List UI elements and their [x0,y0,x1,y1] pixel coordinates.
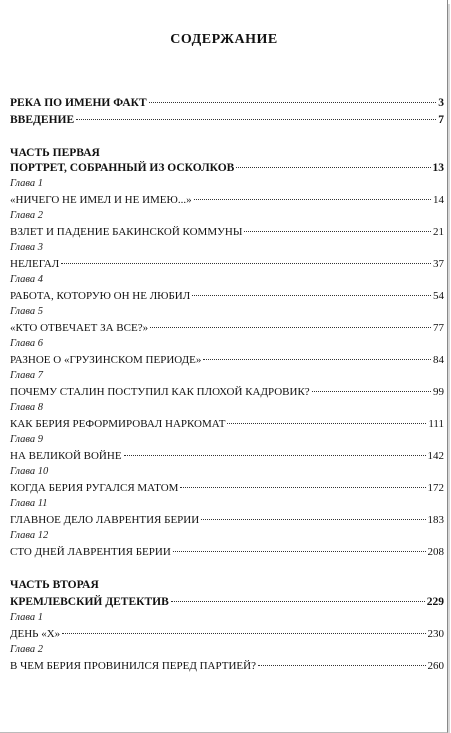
part2-chapter-list [10,612,444,673]
chapter-label: Глава 1 [10,612,43,623]
chapter-entry [10,417,444,431]
chapter-entry [10,659,444,673]
chapter-title: КОГДА БЕРИЯ РУГАЛСЯ МАТОМ [10,482,179,494]
chapter-label: Глава 3 [10,242,43,253]
leader-dots [312,391,431,392]
toc-entry-title: РЕКА ПО ИМЕНИ ФАКТ [10,97,147,109]
chapter-label: Глава 6 [10,338,43,349]
chapter-entry [10,289,444,303]
chapter-entry [10,257,444,271]
toc-page-number: 3 [438,97,444,109]
chapter-entry [10,627,444,641]
page-title: СОДЕРЖАНИЕ [170,32,278,47]
toc-page-number: 172 [427,482,444,494]
chapter-label: Глава 9 [10,434,43,445]
toc-page-number: 14 [433,194,444,206]
toc-page-number: 21 [433,226,444,238]
chapter-entry [10,481,444,495]
leader-dots [149,102,437,103]
chapter-entry [10,385,444,399]
chapter-label: Глава 7 [10,370,43,381]
chapter-label: Глава 10 [10,466,49,477]
leader-dots [201,519,425,520]
toc-page-number: 37 [433,258,444,270]
toc-page-number: 183 [427,514,444,526]
chapter-title: РАЗНОЕ О «ГРУЗИНСКОМ ПЕРИОДЕ» [10,354,202,366]
toc-entry [10,96,444,110]
toc-page-number: 260 [427,660,444,672]
toc-page-number: 208 [427,546,444,558]
leader-dots [124,455,426,456]
chapter-entry [10,321,444,335]
toc-page-number: 54 [433,290,444,302]
leader-dots [203,359,431,360]
leader-dots [192,295,431,296]
part-heading [10,595,444,609]
chapter-label: Глава 2 [10,644,43,655]
leader-dots [244,231,431,232]
leader-dots [76,119,436,120]
leader-dots [194,199,431,200]
chapter-label: Глава 2 [10,210,43,221]
part-label: ЧАСТЬ ВТОРАЯ [10,579,99,591]
chapter-entry [10,193,444,207]
leader-dots [180,487,425,488]
table-of-contents [10,96,444,673]
chapter-title: «КТО ОТВЕЧАЕТ ЗА ВСЕ?» [10,322,149,334]
chapter-label: Глава 5 [10,306,43,317]
chapter-title: В ЧЕМ БЕРИЯ ПРОВИНИЛСЯ ПЕРЕД ПАРТИЕЙ? [10,660,256,672]
part-heading-title: ПОРТРЕТ, СОБРАННЫЙ ИЗ ОСКОЛКОВ [10,162,235,174]
chapter-label: Глава 1 [10,178,43,189]
chapter-entry [10,545,444,559]
toc-page-number: 84 [433,354,444,366]
toc-entry [10,113,444,127]
chapter-entry [10,513,444,527]
leader-dots [150,327,431,328]
leader-dots [258,665,426,666]
leader-dots [227,423,426,424]
chapter-title: НА ВЕЛИКОЙ ВОЙНЕ [10,450,122,462]
leader-dots [61,263,431,264]
part-label: ЧАСТЬ ПЕРВАЯ [10,147,100,159]
chapter-label: Глава 4 [10,274,43,285]
part-heading-title: КРЕМЛЕВСКИЙ ДЕТЕКТИВ [10,596,169,608]
toc-page-number: 77 [433,322,444,334]
toc-page-number: 111 [428,418,444,430]
chapter-title: СТО ДНЕЙ ЛАВРЕНТИЯ БЕРИИ [10,546,171,558]
leader-dots [236,167,430,168]
toc-page-number: 142 [427,450,444,462]
part-heading [10,161,444,175]
chapter-title: ДЕНЬ «Х» [10,628,61,640]
chapter-label: Глава 12 [10,530,49,541]
toc-page-number: 13 [432,162,444,174]
chapter-title: НЕЛЕГАЛ [10,258,60,270]
leader-dots [173,551,426,552]
chapter-title: РАБОТА, КОТОРУЮ ОН НЕ ЛЮБИЛ [10,290,191,302]
chapter-entry [10,353,444,367]
toc-page-number: 7 [438,114,444,126]
toc-page-number: 229 [426,596,444,608]
chapter-entry [10,449,444,463]
part1-chapter-list [10,178,444,559]
chapter-entry [10,225,444,239]
chapter-label: Глава 11 [10,498,48,509]
toc-page-number: 230 [427,628,444,640]
chapter-label: Глава 8 [10,402,43,413]
chapter-title: ГЛАВНОЕ ДЕЛО ЛАВРЕНТИЯ БЕРИИ [10,514,200,526]
chapter-title: КАК БЕРИЯ РЕФОРМИРОВАЛ НАРКОМАТ [10,418,226,430]
toc-entry-title: ВВЕДЕНИЕ [10,114,75,126]
leader-dots [171,601,425,602]
chapter-title: ВЗЛЕТ И ПАДЕНИЕ БАКИНСКОЙ КОММУНЫ [10,226,243,238]
chapter-title: «НИЧЕГО НЕ ИМЕЛ И НЕ ИМЕЮ...» [10,194,192,206]
leader-dots [62,633,425,634]
chapter-title: ПОЧЕМУ СТАЛИН ПОСТУПИЛ КАК ПЛОХОЙ КАДРОВИК? [10,386,310,398]
toc-page-number: 99 [433,386,444,398]
